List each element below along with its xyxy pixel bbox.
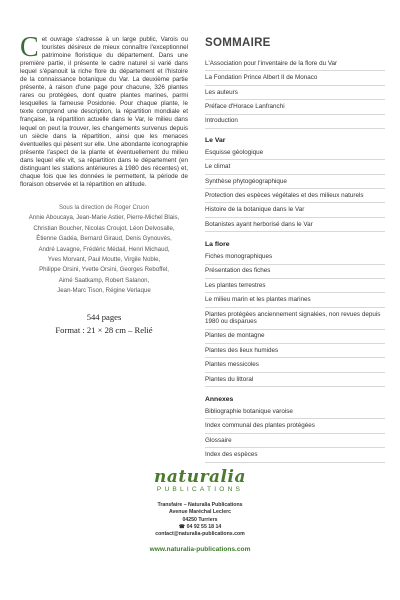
toc-item: Protection des espèces végétales et des milieux naturels	[205, 189, 385, 203]
toc-section-heading: Le Var	[205, 136, 226, 144]
toc-item: Fiches monographiques	[205, 250, 385, 264]
dropcap: C	[20, 32, 39, 63]
credits-line: Christian Boucher, Nicolas Croujot, Léon Delvosalle,	[33, 224, 175, 232]
table-of-contents	[205, 37, 385, 463]
intro-paragraph	[20, 32, 188, 189]
book-format: Format : 21 × 28 cm – Relié	[55, 324, 153, 335]
credits-line: Philippe Orsini, Yvette Orsini, Georges Reboffel,	[39, 266, 169, 274]
toc-section-heading: La flore	[205, 241, 230, 249]
toc-item: Plantes protégées anciennement signalées, non revues depuis 1980 ou disparues	[205, 308, 385, 330]
publisher-address	[0, 502, 400, 538]
toc-item: Présentation des fiches	[205, 265, 385, 279]
credits-line: Étienne Gadéa, Bernard Giraud, Denis Gynouvès,	[36, 235, 172, 243]
left-column	[20, 32, 188, 337]
address-line: 04250 Turriers	[182, 516, 218, 523]
toc-item: Index communal des plantes protégées	[205, 419, 385, 433]
toc-section-list	[205, 405, 385, 463]
toc-item: Plantes messicoles	[205, 358, 385, 372]
toc-section-list	[205, 146, 385, 232]
credits	[20, 203, 188, 297]
toc-item: Botanistes ayant herborisé dans le Var	[205, 218, 385, 232]
credits-line: Aimé Saatkamp, Robert Salanon,	[58, 276, 150, 284]
toc-item: Préface d'Horace Lanfranchi	[205, 100, 385, 114]
intro-text: et ouvrage s'adresse à un large public, Varois ou touristes désireux de mieux connaître l'exceptionnel patrimoine floristique du département. Dans une première partie, il présente le cadre naturel si varié dans lequel s'épanouit la riche flore du département et l'histoire de la connaissance botanique du Var. La deuxième partie présente, à raison d'une page pour chacune, 326 plantes rares ou protégées, dont quatre plantes marines, parmi lesquelles la fameuse Posidonie. Pour chaque plante, le texte comprend une description, la répartition mondiale et française, la répartition actuelle dans le Var, le milieu dans lequel on peut la trouver, les changements survenus depuis un siècle dans la répartition, ainsi que les menaces éventuelles qui pèsent sur elle. Une abondante iconographie présente l'aspect de la plante et éventuellement du milieu dans lequel elle vit, sa répartition dans le département (en distinguant les stations antérieures à 1980 des récentes) et, chaque fois que les données le permettent, la période de floraison observée et la répartition en altitude.	[20, 36, 188, 188]
page-count: 544 pages	[86, 311, 122, 322]
credits-direction: Sous la direction de Roger Cruon	[58, 203, 150, 211]
toc-section-heading: Annexes	[205, 396, 234, 404]
book-specs	[20, 311, 188, 337]
toc-item: Le climat	[205, 160, 385, 174]
credits-line: Jean-Marc Tison, Régine Verlaque	[57, 287, 151, 295]
publisher-logo-subtitle: PUBLICATIONS	[156, 486, 244, 493]
toc-item: L'Association pour l'inventaire de la flore du Var	[205, 57, 385, 71]
toc-item: Plantes de montagne	[205, 330, 385, 344]
toc-item: Esquisse géologique	[205, 146, 385, 160]
toc-item: Introduction	[205, 115, 385, 129]
toc-item: Glossaire	[205, 434, 385, 448]
sommaire-title: SOMMAIRE	[205, 37, 271, 49]
toc-item: Plantes des lieux humides	[205, 344, 385, 358]
email-link[interactable]: contact@naturalia-publications.com	[155, 531, 245, 538]
toc-section-list	[205, 250, 385, 387]
publisher-logo: naturalia	[154, 467, 246, 487]
credits-line: André Lavagne, Frédéric Médail, Henri Michaud,	[38, 245, 170, 253]
credits-line: Yves Morvant, Paul Moutte, Virgile Noble,	[47, 255, 161, 263]
toc-item: Le milieu marin et les plantes marines	[205, 293, 385, 307]
website-link[interactable]: www.naturalia-publications.com	[149, 546, 251, 554]
toc-item: Histoire de la botanique dans le Var	[205, 203, 385, 217]
phone-number: ☎ 04 92 55 18 14	[178, 523, 222, 530]
toc-item: La Fondation Prince Albert II de Monaco	[205, 71, 385, 85]
toc-item: Bibliographie botanique varoise	[205, 405, 385, 419]
publisher-footer	[0, 468, 400, 553]
toc-item: Les plantes terrestres	[205, 279, 385, 293]
toc-intro-list	[205, 57, 385, 129]
toc-item: Plantes du littoral	[205, 373, 385, 387]
credits-line: Annie Aboucaya, Jean-Marie Astier, Pierre-Michel Blais,	[28, 214, 180, 222]
address-line: Avenue Maréchal Leclerc	[168, 509, 232, 516]
address-line: Transfaire – Naturalia Publications	[157, 502, 243, 508]
toc-item: Les auteurs	[205, 86, 385, 100]
toc-item: Synthèse phytogéographique	[205, 175, 385, 189]
toc-item: Index des espèces	[205, 448, 385, 462]
